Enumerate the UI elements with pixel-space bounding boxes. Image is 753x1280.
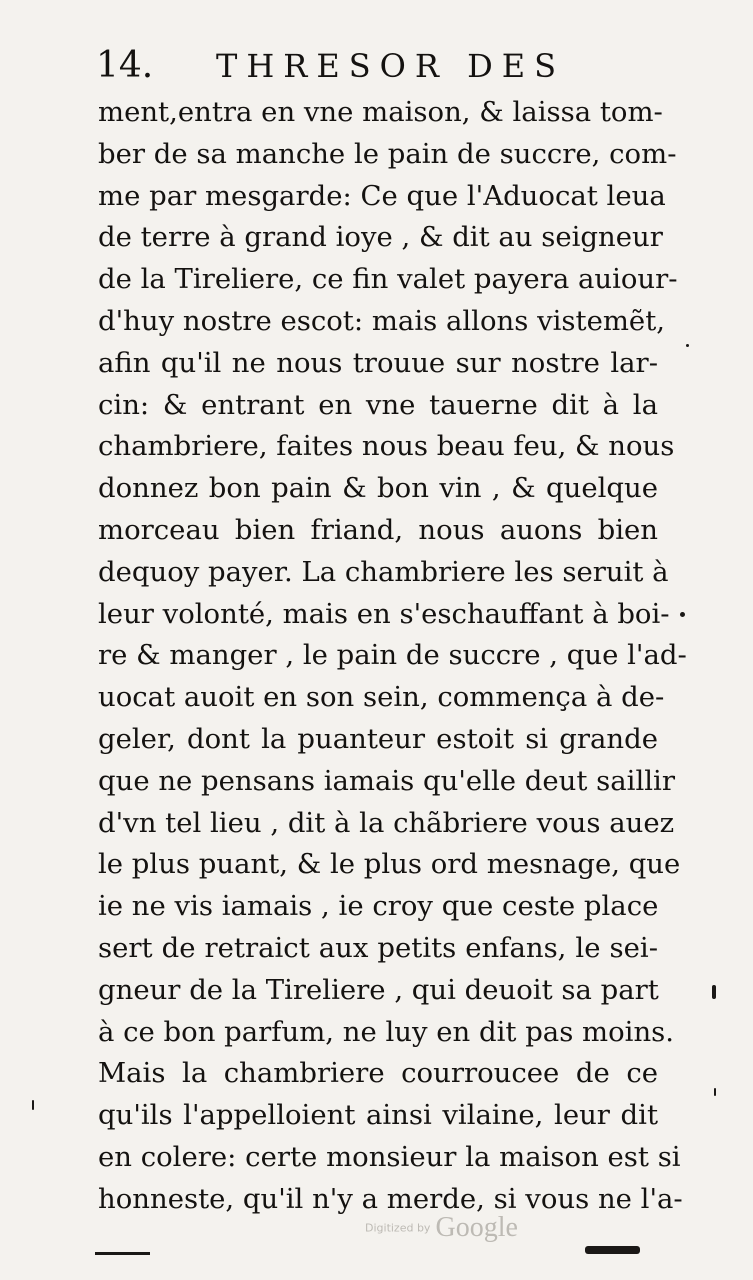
text-line: qu'ils l'appelloient ainsi vilaine, leur dit — [98, 1099, 658, 1132]
text-line: de terre à grand ioye , & dit au seigneur — [98, 221, 663, 254]
footer-rule — [95, 1252, 150, 1255]
text-line: donnez bon pain & bon vin , & quelque — [98, 472, 658, 505]
text-line: à ce bon parfum, ne luy en dit pas moins. — [98, 1015, 675, 1048]
text-line: geler, dont la puanteur estoit si grande — [98, 722, 658, 755]
text-line: leur volonté, mais en s'eschauffant à boi- — [98, 597, 670, 630]
text-line: re & manger , le pain de succre , que l'ad- — [98, 639, 687, 672]
google-watermark — [365, 1212, 525, 1248]
watermark-prefix: Digitized by — [365, 1221, 431, 1235]
text-line: en colere: certe monsieur la maison est si — [98, 1140, 681, 1173]
watermark-brand: Google — [435, 1212, 518, 1243]
text-line: ment,entra en vne maison, & laissa tom- — [98, 96, 663, 128]
text-line: ber de sa manche le pain de succre, com- — [98, 137, 677, 170]
text-line: gneur de la Tireliere , qui deuoit sa part — [98, 973, 659, 1006]
text-line: le plus puant, & le plus ord mesnage, que — [98, 848, 681, 881]
text-line: chambriere, faites nous beau feu, & nous — [98, 430, 675, 463]
text-line: Mais la chambriere courroucee de ce — [98, 1057, 658, 1090]
text-line: me par mesgarde: Ce que l'Aduocat leua — [98, 179, 666, 212]
ink-speck — [680, 612, 685, 617]
running-title: THRESOR DES — [216, 47, 566, 85]
body-text — [98, 92, 687, 1221]
page-number: 14. — [96, 45, 154, 86]
ink-speck — [712, 985, 716, 999]
text-line: d'huy nostre escot: mais allons vistemẽt, — [98, 304, 665, 337]
text-line: dequoy payer. La chambriere les seruit à — [98, 555, 669, 588]
ink-speck — [686, 344, 689, 347]
text-line: sert de retraict aux petits enfans, le sei- — [98, 931, 658, 964]
text-line: honneste, qu'il n'y a merde, si vous ne l'a- — [98, 1182, 683, 1215]
text-line: morceau bien friand, nous auons bien — [98, 513, 658, 546]
ink-speck — [32, 1100, 34, 1110]
text-line: ie ne vis iamais , ie croy que ceste place — [98, 890, 659, 923]
text-line: que ne pensans iamais qu'elle deut saillir — [98, 764, 676, 797]
ink-blot — [585, 1246, 640, 1254]
text-line: uocat auoit en son sein, commença à de- — [98, 681, 665, 714]
text-line: de la Tireliere, ce fin valet payera auiour- — [98, 263, 678, 296]
running-header — [96, 42, 656, 90]
text-line: afin qu'il ne nous trouue sur nostre lar- — [98, 346, 658, 379]
ink-speck — [714, 1088, 716, 1096]
text-line: d'vn tel lieu , dit à la chãbriere vous auez — [98, 806, 675, 839]
text-line: cin: & entrant en vne tauerne dit à la — [98, 388, 658, 421]
